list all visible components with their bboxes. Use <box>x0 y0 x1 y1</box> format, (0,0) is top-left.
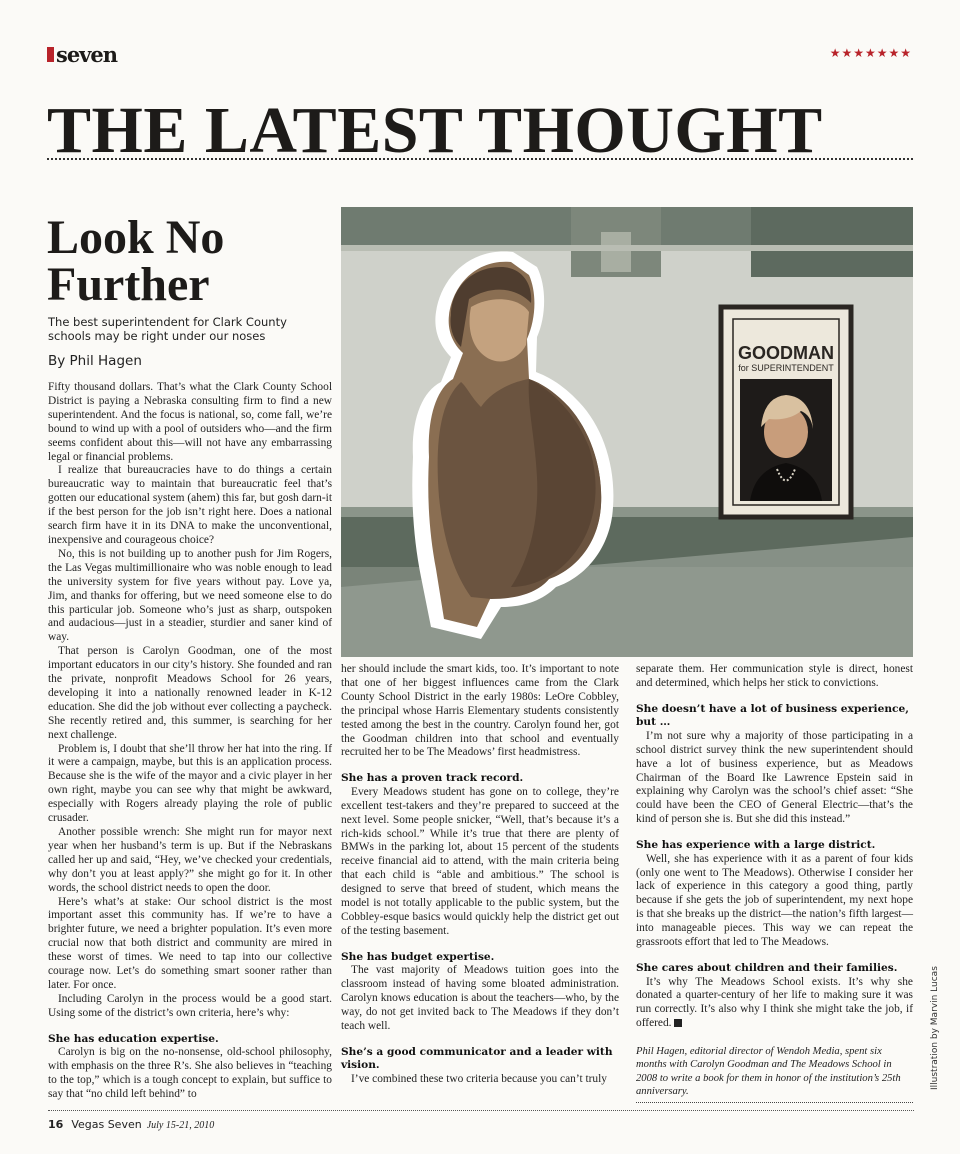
subhead-children: She cares about children and their families. <box>636 962 898 974</box>
paragraph: Well, she has experience with it as a parent of four kids (only one went to The Meadows). Otherwise I consider her lack of experience in this category a good thing, partly because if she gets the job of superintendent, my next hope is that she breaks up the district—the nation’s fifth largest—into manageable pieces. This way we can repeat the grassroots effort that led to The Meadows. <box>636 852 913 949</box>
article-column-2 <box>341 663 619 1087</box>
paragraph <box>636 976 913 1032</box>
rating-stars: ★★★★★★★ <box>829 46 912 60</box>
paragraph: I’ve combined these two criteria because you can’t truly <box>351 1072 607 1085</box>
subhead-budget: She has budget expertise. <box>341 950 495 963</box>
paragraph: The vast majority of Meadows tuition goes into the classroom instead of having some bloated administration. Carolyn knows education is about the teachers—who, by the way, do not get invited back to The Meadows if they don’t teach well. <box>341 964 619 1032</box>
article-illustration <box>341 207 913 657</box>
paragraph: No, this is not building up to another push for Jim Rogers, the Las Vegas multimillionaire who was noble enough to lead the university system for five years without pay. Love ya, Jim, and thanks for offering, but we need someone else to do this particular job. Someone who’s just as sharp, outspoken and audacious—just in a steadier, sturdier and saner kind of way. <box>48 547 332 644</box>
paragraph: her should include the smart kids, too. It’s important to note that one of her biggest influences came from the Clark County School District in the early 1980s: LeOre Cobbley, the principal whose Harris Elementary students consistently tested among the best in the country. Carolyn found her, got the Goodman children into that school and eventually recruited her to be The Meadows’ first headmistress. <box>341 663 619 759</box>
end-mark-icon <box>674 1019 682 1027</box>
logo-bar <box>47 47 54 62</box>
paragraph: That person is Carolyn Goodman, one of the most important educators in our city’s history. She founded and ran the private, nonprofit Meadows School for 26 years, developing it into a nationally renowned leader in K-12 education. She did the job without ever collecting a paycheck. She recently retired and, this summer, is searching for her next challenge. <box>48 645 332 741</box>
paragraph: I’m not sure why a majority of those participating in a school district survey think the new superintendent should have a lot of business experience, but as Meadows Chairman of the Board Ike Lawrence Epstein said in explaining why Carolyn was the school’s chief asset: “She could have been the CEO of General Electric—that’s the kind of person she is. But she did this instead.” <box>636 729 913 826</box>
publication-name: Vegas Seven <box>71 1118 142 1131</box>
subhead-business: She doesn’t have a lot of business experience, but … <box>636 702 909 729</box>
article-headline: Look No Further <box>47 211 225 311</box>
article-column-1 <box>48 381 332 1102</box>
article-byline: By Phil Hagen <box>48 353 142 369</box>
subhead-district: She has experience with a large district. <box>636 839 876 852</box>
paragraph: separate them. Her communication style is direct, honest and determined, which helps her stick to convictions. <box>636 663 913 689</box>
subhead-track-record: She has a proven track record. <box>341 772 524 785</box>
paragraph-text: It’s why The Meadows School exists. It’s why she donated a quarter-century of her life to making sure it was run correctly. It’s also why I think she might take the job, if offered. <box>636 975 913 1030</box>
footer-divider <box>48 1110 914 1111</box>
masthead-logo <box>47 42 117 67</box>
paragraph: Here’s what’s at stake: Our school district is the most important asset this community has. If we’re to have a brighter future, we need a brighter population. It’s even more crucial now that both district and community are mired in these worst of times. We need to tap into our collective courage now. Let’s do something smart sooner rather than later. For once. <box>48 895 332 991</box>
paragraph: Problem is, I doubt that she’ll throw her hat into the ring. If it were a campaign, maybe, but this is an application process. Because she is the wife of the mayor and a civic player in her own right, maybe you can see why that might be awkward, especially with Rogers already playing the role of public crusader. <box>48 742 332 825</box>
section-title: THE LATEST THOUGHT <box>47 94 823 167</box>
logo-text: seven <box>56 42 118 67</box>
issue-date: July 15-21, 2010 <box>146 1120 215 1131</box>
article-column-3 <box>636 663 913 1103</box>
paragraph: Fifty thousand dollars. That’s what the Clark County School District is paying a Nebraska consulting firm to find a new superintendent. And the focus is national, so, come fall, we’re bound to wind up with a pool of outsiders who—and the firm seems confident about this—will not have any embarrassing legal or financial problems. <box>48 381 332 463</box>
illustration-credit: Illustration by Marvin Lucas <box>930 966 940 1090</box>
paragraph: Every Meadows student has gone on to college, they’re excellent test-takers and they’re prepared to succeed at the next level. Some people snicker, “Well, that’s because it’s a rich-kids school.” While it’s true that there are plenty of BMWs in the parking lot, about 15 percent of the students receive financial aid to attend, with the main criteria being that each child is “able and ambitious.” The school is designed to serve that breed of student, which means the model is not totally applicable to the public system, but the Cobbley-esque basics would quickly help the district get out of the testing basement. <box>341 785 619 937</box>
page-number: 16 <box>48 1118 64 1131</box>
title-divider <box>47 158 913 160</box>
paragraph: I realize that bureaucracies have to do things a certain bureaucratic way to maintain that bureaucratic feel that’s gotten our educational system (ahem) this far, but gosh darn-it if the best person for the job isn’t right here. Does a national search firm have it in its DNA to make the unconventional, inexpensive and courageous choice? <box>48 464 332 546</box>
paragraph: Another possible wrench: She might run for mayor next year when her husband’s term is up. But if the Nebraskans called her up and said, “Hey, we’ve checked your credentials, why don’t you at least apply?” she might go for it. In other words, the school district needs to open the door. <box>48 826 332 894</box>
poster-subtitle: for SUPERINTENDENT <box>738 363 834 373</box>
subhead-communicator: She’s a good communicator and a leader with vision. <box>341 1045 613 1072</box>
page-footer <box>48 1118 214 1131</box>
paragraph: Including Carolyn in the process would be a good start. Using some of the district’s own criteria, here’s why: <box>48 992 332 1019</box>
article-deck: The best superintendent for Clark County schools may be right under our noses <box>48 315 287 343</box>
author-bio: Phil Hagen, editorial director of Wendoh Media, spent six months with Carolyn Goodman and The Meadows School in 2008 to write a book for them in honor of the institution’s 25th anniversary. <box>636 1045 913 1103</box>
paragraph: Carolyn is big on the no-nonsense, old-school philosophy, with emphasis on the three R’s. She also believes in “teaching to the top,” which is a tough concept to explain, but suffice to say that “no child left behind” to <box>48 1046 332 1100</box>
subhead-education: She has education expertise. <box>48 1032 219 1045</box>
poster-title: GOODMAN <box>738 343 834 363</box>
